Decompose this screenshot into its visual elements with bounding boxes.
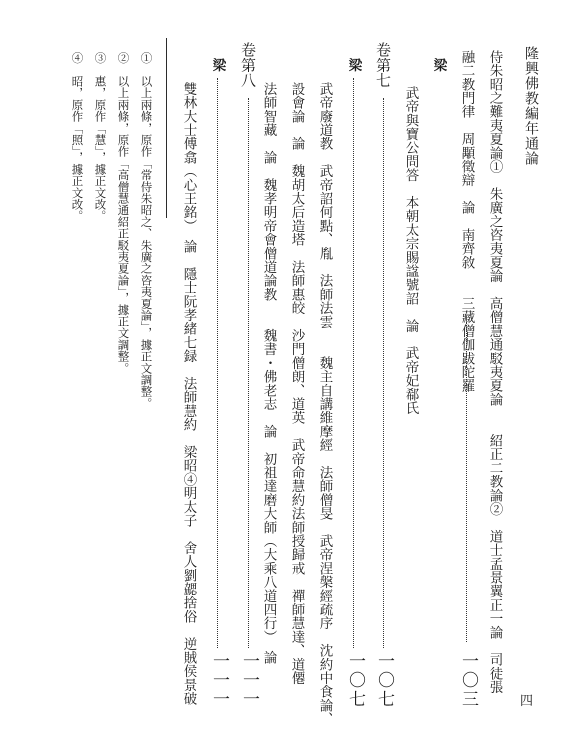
page-ref-103: 一〇三 — [458, 652, 478, 709]
entry-col-12: 雙林大士傅翕（心王銘） 論 隱士阮孝緒七録 法師慧約 梁昭④明太子 舍人劉勰捨俗 逆賊侯景破 — [180, 82, 197, 706]
entry-col-7: 武帝廢道教 武帝詔何點、胤 法師法雲 魏主自講維摩經 法師僧旻 武帝涅槃經疏序 沈約中食論、 — [316, 82, 333, 726]
footnote-1: ① 以上兩條，原作「常侍朱昭之、朱廣之咨夷夏論」，據正文調整。 — [139, 52, 154, 409]
entry-col-4: 武帝與寶公問答 本朝太宗賜諡號詔 論 武帝妃郗氏 — [402, 86, 419, 415]
running-header: 隆興佛教編年通論 — [523, 46, 539, 166]
leader-dots-2 — [466, 322, 468, 642]
volume-7-title: 卷第七 — [374, 42, 392, 88]
volume-8-title: 卷第八 — [239, 42, 257, 88]
dynasty-liang-1: 梁 — [430, 58, 447, 72]
leader-dots-vol8 — [248, 98, 250, 648]
dynasty-liang-3: 梁 — [209, 58, 226, 72]
page-ref-107a: 一〇七 — [374, 652, 394, 709]
footnote-4: ④ 昭，原作「照」，據正文改。 — [70, 52, 85, 222]
leader-dots-liang3 — [217, 78, 219, 648]
page-ref-111a: 一一一 — [239, 652, 259, 709]
footnote-rule — [166, 38, 167, 218]
page-ref-107b: 一〇七 — [345, 652, 365, 709]
footnote-3: ③ 惠，原作「慧」，據正文改。 — [93, 52, 108, 222]
leader-dots-liang2 — [353, 78, 355, 648]
page-number: 四 — [520, 694, 534, 709]
entry-col-1: 侍朱昭之難夷夏論① 朱廣之咨夷夏論 高僧慧通駁夷夏論 紹正二教論② 道士孟景翼正一論 司徒張 — [486, 50, 503, 694]
footnote-2: ② 以上兩條，原作「高僧慧通紹正駁夷夏論」，據正文調整。 — [116, 52, 131, 374]
entry-col-2: 融二教門律 周顒徵辯 論 南齊敘 三藏僧伽跋陀羅 — [458, 50, 475, 393]
entry-col-9: 法師智藏 論 魏孝明帝會僧道論教 魏書・佛老志 論 初祖達磨大師（大乘八道四行） 論 — [260, 82, 277, 665]
dynasty-liang-2: 梁 — [345, 58, 362, 72]
entry-col-8: 設會論 論 魏胡太后造塔 法師惠皎 沙門僧朗、道英 武帝命慧約法師授歸戒 禪師慧達、道僊 — [288, 82, 305, 685]
page-ref-111b: 一一一 — [209, 652, 229, 709]
leader-dots-vol7 — [383, 98, 385, 648]
